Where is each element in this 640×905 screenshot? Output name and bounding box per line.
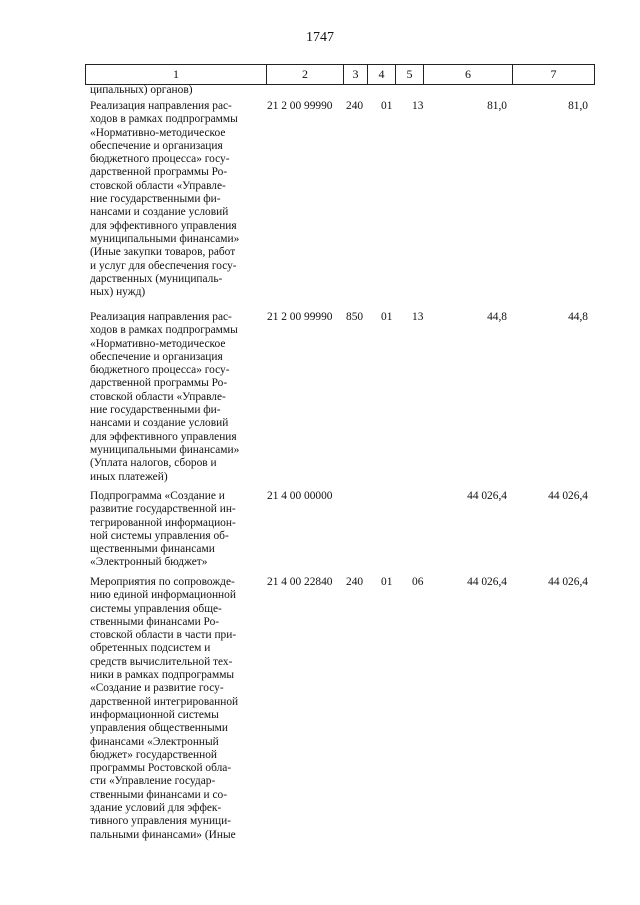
- description-line: пальными финансами» (Иные: [90, 828, 236, 841]
- target-article-code: 21 4 00 00000: [267, 490, 333, 502]
- description-line: нию единой информационной: [90, 589, 236, 602]
- description-line: «Нормативно-методическое: [90, 126, 226, 139]
- description-line: стовской области в части при-: [90, 629, 237, 642]
- description-line: средств вычислительной тех-: [90, 655, 233, 668]
- description-line: для эффективного управления: [90, 219, 237, 232]
- subsection-code: 06: [412, 576, 424, 588]
- description-line: ственными финансами Ро-: [90, 615, 220, 628]
- description-line: Мероприятия по сопровожде-: [90, 576, 235, 588]
- description-line: щественными финансами: [90, 543, 215, 556]
- description-line: ходов в рамках подпрограммы: [90, 113, 238, 126]
- description-line: ной системы управления об-: [90, 529, 229, 542]
- description-line: развитие государственной ин-: [90, 503, 236, 516]
- column-header-5: 5: [395, 65, 423, 84]
- description-line: ственными финансами и со-: [90, 788, 228, 801]
- description-line: для эффективного управления: [90, 430, 237, 443]
- description-line: муниципальными финансами»: [90, 232, 240, 245]
- description-line: муниципальными финансами»: [90, 443, 240, 456]
- description-line: (Иные закупки товаров, работ: [90, 246, 236, 259]
- description-line: Реализация направления рас-: [90, 100, 232, 112]
- expense-type-code: 240: [346, 100, 364, 112]
- row-description: [90, 100, 261, 299]
- description-line: ники в рамках подпрограммы: [90, 669, 235, 682]
- description-line: бюджетного процесса» госу-: [90, 153, 230, 166]
- description-line: финансами «Электронный: [90, 735, 219, 748]
- amount-column-6: 81,0: [487, 100, 507, 112]
- description-line: дарственной интегрированной: [90, 695, 239, 708]
- description-line: программы Ростовской обла-: [90, 762, 232, 775]
- row-description: [90, 311, 261, 484]
- description-line: стовской области «Управле-: [90, 179, 226, 192]
- amount-column-6: 44 026,4: [467, 490, 507, 502]
- description-line: тивного управления муници-: [90, 815, 232, 828]
- subsection-code: 13: [412, 100, 424, 112]
- description-line: здание условий для эффек-: [90, 802, 222, 815]
- amount-column-6: 44 026,4: [467, 576, 507, 588]
- description-line: «Нормативно-методическое: [90, 337, 226, 350]
- description-line: (Уплата налогов, сборов и: [90, 457, 217, 470]
- section-code: 01: [381, 311, 393, 323]
- amount-column-7: 44,8: [568, 311, 588, 323]
- description-line: стовской области «Управле-: [90, 390, 226, 403]
- description-line: Реализация направления рас-: [90, 311, 232, 323]
- target-article-code: 21 2 00 99990: [267, 100, 333, 112]
- description-line: ходов в рамках подпрограммы: [90, 324, 238, 337]
- description-line: ние государственными фи-: [90, 193, 221, 206]
- section-code: 01: [381, 576, 393, 588]
- column-header-3: 3: [343, 65, 367, 84]
- column-header-1: 1: [173, 67, 179, 81]
- column-header-6: 6: [423, 65, 512, 84]
- description-line: информационной системы: [90, 708, 219, 721]
- description-line: «Электронный бюджет»: [90, 556, 208, 569]
- expense-type-code: 240: [346, 576, 364, 588]
- description-line: Подпрограмма «Создание и: [90, 490, 225, 502]
- description-line: обретенных подсистем и: [90, 642, 211, 655]
- description-line: нансами и создание условий: [90, 417, 229, 430]
- amount-column-6: 44,8: [487, 311, 507, 323]
- table-header: [85, 64, 595, 85]
- amount-column-7: 44 026,4: [548, 576, 588, 588]
- description-line: бюджетного процесса» госу-: [90, 364, 230, 377]
- description-line: нансами и создание условий: [90, 206, 229, 219]
- description-line: обеспечение и организация: [90, 139, 223, 152]
- target-article-code: 21 2 00 99990: [267, 311, 333, 323]
- description-line: бюджет» государственной: [90, 748, 217, 761]
- description-line: управления общественными: [90, 722, 228, 735]
- row-description: [90, 490, 261, 570]
- description-line: и услуг для обеспечения госу-: [90, 259, 237, 272]
- subsection-code: 13: [412, 311, 424, 323]
- description-line: дарственной программы Ро-: [90, 377, 228, 390]
- amount-column-7: 44 026,4: [548, 490, 588, 502]
- description-line: системы управления обще-: [90, 602, 222, 615]
- description-line: сти «Управление государ-: [90, 775, 216, 788]
- column-header-4: 4: [367, 65, 395, 84]
- description-line: обеспечение и организация: [90, 350, 223, 363]
- amount-column-7: 81,0: [568, 100, 588, 112]
- column-header-7: 7: [512, 65, 594, 84]
- description-line: «Создание и развитие госу-: [90, 682, 224, 695]
- description-line: ние государственными фи-: [90, 404, 221, 417]
- column-header-2: 2: [266, 65, 343, 84]
- expense-type-code: 850: [346, 311, 364, 323]
- page-number: 1747: [306, 30, 334, 45]
- target-article-code: 21 4 00 22840: [267, 576, 333, 588]
- section-code: 01: [381, 100, 393, 112]
- description-line: дарственной программы Ро-: [90, 166, 228, 179]
- description-line: тегрированной информацион-: [90, 516, 236, 529]
- description-line: иных платежей): [90, 470, 168, 483]
- row-description: [90, 576, 261, 842]
- description-line: дарственных (муниципаль-: [90, 272, 223, 285]
- continued-text-fragment: ципальных) органов): [90, 84, 193, 96]
- description-line: ных) нужд): [90, 286, 146, 299]
